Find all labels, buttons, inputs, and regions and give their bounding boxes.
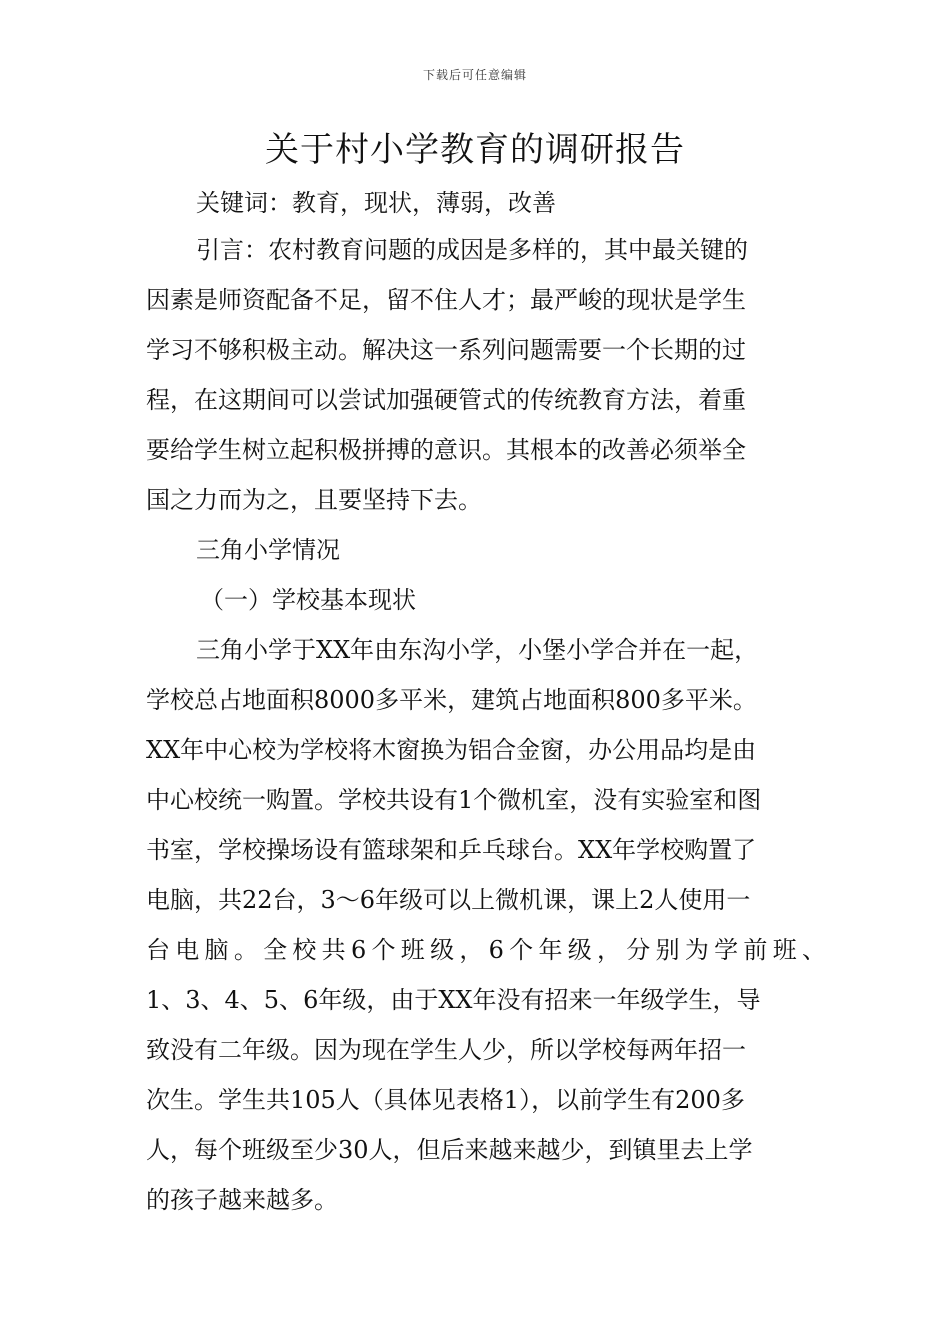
document-title: 关于村小学教育的调研报告 xyxy=(265,130,685,170)
intro-line: 学习不够积极主动。解决这一系列问题需要一个长期的过 xyxy=(146,336,746,364)
school-status-paragraph xyxy=(146,625,826,1225)
keywords-text: 关键词：教育，现状，薄弱，改善 xyxy=(196,189,556,217)
paragraph-line: 次生。学生共105人（具体见表格1），以前学生有200多 xyxy=(146,1086,745,1114)
paragraph-line: 人，每个班级至少30人，但后来越来越少，到镇里去上学 xyxy=(146,1136,753,1164)
paragraph-line: 学校总占地面积8000多平米，建筑占地面积800多平米。 xyxy=(146,686,757,714)
paragraph-line: XX年中心校为学校将木窗换为铝合金窗，办公用品均是由 xyxy=(146,736,757,764)
paragraph-line: 致没有二年级。因为现在学生人少，所以学校每两年招一 xyxy=(146,1036,746,1064)
intro-line: 程，在这期间可以尝试加强硬管式的传统教育方法，着重 xyxy=(146,386,746,414)
keywords-line xyxy=(146,178,826,228)
section-heading xyxy=(146,525,826,575)
intro-paragraph xyxy=(146,225,826,525)
paragraph-line: 电脑，共22台，3～6年级可以上微机课，课上2人使用一 xyxy=(146,886,751,914)
paragraph-line: 的孩子越来越多。 xyxy=(146,1186,338,1214)
paragraph-line: 中心校统一购置。学校共设有1个微机室，没有实验室和图 xyxy=(146,786,762,814)
intro-line: 因素是师资配备不足，留不住人才；最严峻的现状是学生 xyxy=(146,286,746,314)
sub-heading xyxy=(146,575,826,625)
intro-line: 国之力而为之，且要坚持下去。 xyxy=(146,486,482,514)
paragraph-line: 书室，学校操场设有篮球架和乒乓球台。XX年学校购置了 xyxy=(146,836,757,864)
header-note: 下载后可任意编辑 xyxy=(422,68,527,82)
paragraph-line: 台电脑。全校共6个班级，6个年级，分别为学前班、 xyxy=(146,936,826,964)
paragraph-line: 三角小学于XX年由东沟小学，小堡小学合并在一起， xyxy=(196,636,759,664)
section-heading-text: 三角小学情况 xyxy=(196,536,340,564)
sub-heading-text: （一）学校基本现状 xyxy=(200,586,416,614)
intro-line: 引言：农村教育问题的成因是多样的，其中最关键的 xyxy=(196,236,748,264)
intro-line: 要给学生树立起积极拼搏的意识。其根本的改善必须举全 xyxy=(146,436,746,464)
paragraph-line: 1、3、4、5、6年级，由于XX年没有招来一年级学生，导 xyxy=(146,986,761,1014)
